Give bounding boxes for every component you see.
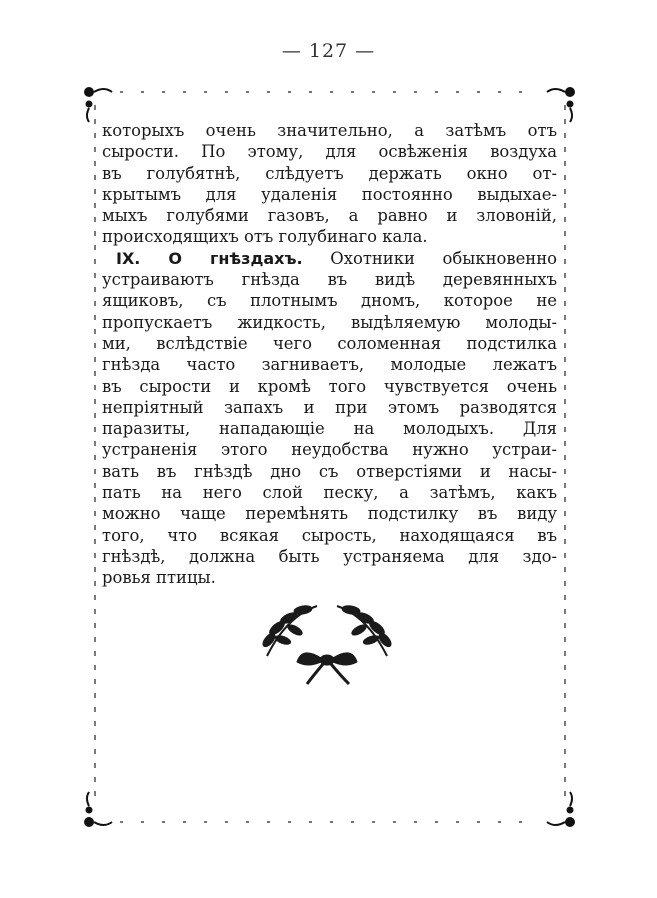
text-line: устраненія этого неудобства нужно устраи- [102, 440, 557, 460]
text-line: ровья птицы. [102, 568, 216, 588]
text-line: пропускаетъ жидкость, выдѣляемую молоды- [102, 312, 557, 332]
text-line: пать на него слой песку, а затѣмъ, какъ [102, 483, 557, 503]
text-line: происходящихъ отъ голубинаго кала. [102, 227, 428, 247]
text-line: непріятный запахъ и при этомъ разводятся [102, 397, 557, 417]
text-line: мыхъ голубями газовъ, а равно и зловоній, [102, 206, 557, 226]
text-line: можно чаще перемѣнять подстилку въ виду [102, 504, 557, 524]
section-heading-line [102, 248, 557, 269]
text-line: ящиковъ, съ плотнымъ дномъ, которое не [102, 291, 557, 311]
text-line: сырости. По этому, для освѣженія воздуха [102, 142, 557, 162]
page-number: — 127 — [281, 40, 376, 62]
text-line: паразиты, нападающіе на молодыхъ. Для [102, 419, 557, 439]
text-line: ми, вслѣдствіе чего соломенная подстилка [102, 333, 557, 353]
text-line: гнѣзда часто загниваетъ, молодые лежатъ [102, 355, 557, 375]
corner-ornament-top-right [547, 87, 575, 122]
text-line: Охотники обыкновенно [330, 248, 558, 268]
text-line: въ голубятнѣ, слѣдуетъ держать окно от- [102, 163, 557, 183]
body-text [102, 120, 557, 589]
corner-ornament-top-left [84, 87, 112, 122]
corner-ornament-bottom-left [84, 792, 112, 827]
text-line: гнѣздѣ, должна быть устраняема для здо- [102, 546, 557, 566]
text-line: того, что всякая сырость, находящаяся въ [102, 525, 557, 545]
section-heading: IX. О гнѣздахъ. [116, 248, 303, 268]
corner-ornament-bottom-right [547, 792, 575, 827]
laurel-wreath-ornament [247, 596, 407, 688]
text-line: устраиваютъ гнѣзда въ видѣ деревянныхъ [102, 270, 557, 290]
text-line: которыхъ очень значительно, а затѣмъ отъ [102, 121, 557, 140]
text-line: вать въ гнѣздѣ дно съ отверстіями и насы- [102, 461, 557, 481]
text-line: крытымъ для удаленія постоянно выдыхае- [102, 184, 557, 204]
text-line: въ сырости и кромѣ того чувствуется очень [102, 376, 557, 396]
